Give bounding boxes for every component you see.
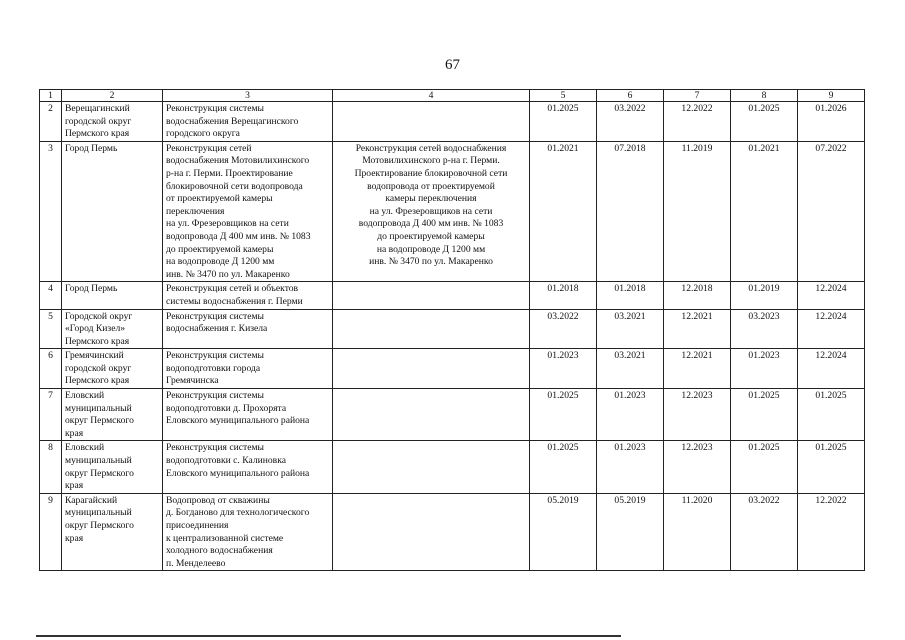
municipality-cell: Еловский муниципальный округ Пермского края xyxy=(62,389,163,441)
date-cell: 01.2023 xyxy=(597,389,664,441)
date-cell: 12.2022 xyxy=(798,493,865,571)
column4-cell xyxy=(333,309,530,349)
date-cell: 01.2023 xyxy=(597,441,664,493)
municipality-cell: Город Пермь xyxy=(62,141,163,282)
municipality-cell: Гремячинский городской округ Пермского края xyxy=(62,349,163,389)
column4-cell xyxy=(333,493,530,571)
date-cell: 03.2021 xyxy=(597,349,664,389)
object-cell: Реконструкция сетей и объектов системы водоснабжения г. Перми xyxy=(163,282,333,309)
header-row xyxy=(40,90,865,102)
object-cell: Реконструкция системы водоподготовки д. Прохорята Еловского муниципального района xyxy=(163,389,333,441)
row-number: 6 xyxy=(40,349,62,389)
date-cell: 01.2025 xyxy=(530,102,597,142)
date-cell: 12.2024 xyxy=(798,309,865,349)
object-cell: Реконструкция системы водоснабжения г. Кизела xyxy=(163,309,333,349)
column4-cell xyxy=(333,441,530,493)
date-cell: 01.2023 xyxy=(530,349,597,389)
column4-cell xyxy=(333,102,530,142)
table-row xyxy=(40,282,865,309)
date-cell: 11.2019 xyxy=(664,141,731,282)
municipality-cell: Городской округ «Город Кизел» Пермского края xyxy=(62,309,163,349)
object-cell: Реконструкция системы водоснабжения Верещагинского городского округа xyxy=(163,102,333,142)
date-cell: 03.2021 xyxy=(597,309,664,349)
column-header: 2 xyxy=(62,90,163,102)
date-cell: 03.2022 xyxy=(597,102,664,142)
table-row xyxy=(40,141,865,282)
date-cell: 03.2022 xyxy=(530,309,597,349)
date-cell: 03.2023 xyxy=(731,309,798,349)
date-cell: 12.2024 xyxy=(798,349,865,389)
date-cell: 01.2019 xyxy=(731,282,798,309)
date-cell: 01.2025 xyxy=(530,441,597,493)
row-number: 4 xyxy=(40,282,62,309)
column-header: 1 xyxy=(40,90,62,102)
date-cell: 07.2022 xyxy=(798,141,865,282)
date-cell: 11.2020 xyxy=(664,493,731,571)
date-cell: 05.2019 xyxy=(530,493,597,571)
municipality-cell: Верещагинский городской округ Пермского края xyxy=(62,102,163,142)
projects-table xyxy=(39,89,865,571)
date-cell: 12.2021 xyxy=(664,309,731,349)
date-cell: 01.2025 xyxy=(798,389,865,441)
date-cell: 01.2025 xyxy=(731,389,798,441)
column-header: 5 xyxy=(530,90,597,102)
municipality-cell: Еловский муниципальный округ Пермского края xyxy=(62,441,163,493)
bottom-rule xyxy=(36,635,621,637)
row-number: 8 xyxy=(40,441,62,493)
date-cell: 01.2025 xyxy=(731,102,798,142)
column4-cell xyxy=(333,349,530,389)
date-cell: 07.2018 xyxy=(597,141,664,282)
column-header: 4 xyxy=(333,90,530,102)
column-header: 8 xyxy=(731,90,798,102)
page-number: 67 xyxy=(445,57,460,73)
municipality-cell: Город Пермь xyxy=(62,282,163,309)
column4-cell: Реконструкция сетей водоснабжения Мотовилихинского р-на г. Перми. Проектирование блокировочной сети водопровода от проектируемой камеры переключения на ул. Фрезеровщиков на сети водопровода Д 400 мм инв. № 1083 до проектируемой камеры на водопроводе Д 1200 мм инв. № 3470 по ул. Макаренко xyxy=(333,141,530,282)
date-cell: 12.2021 xyxy=(664,349,731,389)
date-cell: 01.2021 xyxy=(530,141,597,282)
table-row xyxy=(40,493,865,571)
date-cell: 01.2025 xyxy=(798,441,865,493)
table-row xyxy=(40,102,865,142)
date-cell: 12.2022 xyxy=(664,102,731,142)
object-cell: Реконструкция сетей водоснабжения Мотовилихинского р-на г. Перми. Проектирование блокировочной сети водопровода от проектируемой камеры переключения на ул. Фрезеровщиков на сети водопровода Д 400 мм инв. № 1083 до проектируемой камеры на водопроводе Д 1200 мм инв. № 3470 по ул. Макаренко xyxy=(163,141,333,282)
date-cell: 01.2021 xyxy=(731,141,798,282)
table-row xyxy=(40,349,865,389)
municipality-cell: Карагайский муниципальный округ Пермского края xyxy=(62,493,163,571)
object-cell: Водопровод от скважины д. Богданово для технологического присоединения к централизованной системе холодного водоснабжения п. Менделеево xyxy=(163,493,333,571)
object-cell: Реконструкция системы водоподготовки с. Калиновка Еловского муниципального района xyxy=(163,441,333,493)
table-row xyxy=(40,389,865,441)
date-cell: 12.2018 xyxy=(664,282,731,309)
row-number: 9 xyxy=(40,493,62,571)
date-cell: 01.2018 xyxy=(597,282,664,309)
row-number: 7 xyxy=(40,389,62,441)
column4-cell xyxy=(333,389,530,441)
column4-cell xyxy=(333,282,530,309)
column-header: 6 xyxy=(597,90,664,102)
row-number: 5 xyxy=(40,309,62,349)
date-cell: 01.2023 xyxy=(731,349,798,389)
row-number: 3 xyxy=(40,141,62,282)
date-cell: 01.2025 xyxy=(731,441,798,493)
date-cell: 12.2023 xyxy=(664,389,731,441)
row-number: 2 xyxy=(40,102,62,142)
date-cell: 01.2018 xyxy=(530,282,597,309)
date-cell: 12.2024 xyxy=(798,282,865,309)
column-header: 9 xyxy=(798,90,865,102)
date-cell: 01.2025 xyxy=(530,389,597,441)
table-row xyxy=(40,441,865,493)
column-header: 7 xyxy=(664,90,731,102)
date-cell: 12.2023 xyxy=(664,441,731,493)
column-header: 3 xyxy=(163,90,333,102)
object-cell: Реконструкция системы водоподготовки города Гремячинска xyxy=(163,349,333,389)
date-cell: 05.2019 xyxy=(597,493,664,571)
table-row xyxy=(40,309,865,349)
date-cell: 03.2022 xyxy=(731,493,798,571)
date-cell: 01.2026 xyxy=(798,102,865,142)
